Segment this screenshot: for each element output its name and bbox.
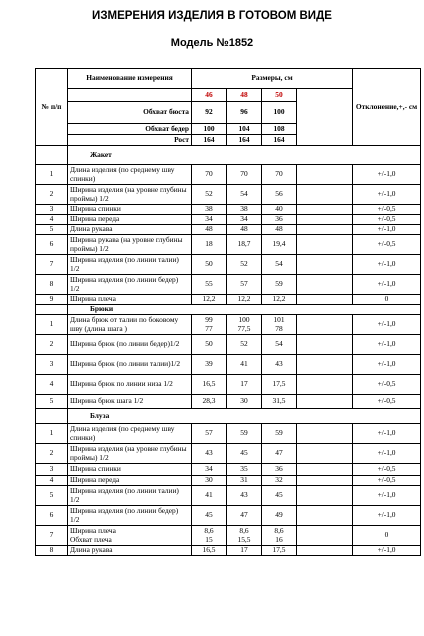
measurement-name: Ширина плеча (68, 295, 192, 305)
measurement-name: Ширина плеча Обхват плеча (68, 526, 192, 546)
hips-label: Обхват бедер (68, 124, 192, 135)
value-46: 99 77 (192, 315, 227, 335)
table-row (36, 464, 421, 476)
row-number: 8 (36, 275, 68, 295)
table-row (36, 546, 421, 556)
row-number: 1 (36, 424, 68, 444)
value-spacer (297, 315, 353, 335)
value-50: 48 (262, 225, 297, 235)
row-number: 8 (36, 546, 68, 556)
measurement-name: Ширина переда (68, 476, 192, 486)
row-number: 2 (36, 444, 68, 464)
bust-label: Обхват бюста (68, 102, 192, 124)
value-46: 8,6 15 (192, 526, 227, 546)
value-46: 39 (192, 355, 227, 375)
value-48: 34 (227, 215, 262, 225)
table-row (36, 335, 421, 355)
value-48: 54 (227, 185, 262, 205)
value-46: 50 (192, 255, 227, 275)
value-spacer (297, 424, 353, 444)
value-48: 35 (227, 464, 262, 476)
table-row (36, 526, 421, 546)
value-48: 38 (227, 205, 262, 215)
measurement-name: Ширина изделия (на уровне глубины проймы) 1/2 (68, 185, 192, 205)
table-row (36, 255, 421, 275)
value-48: 31 (227, 476, 262, 486)
deviation: +/-1,0 (353, 275, 421, 295)
bust-48: 96 (227, 102, 262, 124)
value-spacer (297, 225, 353, 235)
measurement-name: Ширина изделия (по линии талии) 1/2 (68, 486, 192, 506)
value-spacer (297, 375, 353, 395)
value-48: 41 (227, 355, 262, 375)
table-row (36, 315, 421, 335)
measurement-name: Ширина изделия (на уровне глубины проймы) 1/2 (68, 444, 192, 464)
row-number: 2 (36, 335, 68, 355)
bust-46: 92 (192, 102, 227, 124)
value-48: 45 (227, 444, 262, 464)
value-spacer (297, 444, 353, 464)
row-number: 4 (36, 375, 68, 395)
section-spacer (36, 146, 68, 165)
section-spacer (36, 409, 68, 424)
deviation: +/-0,5 (353, 215, 421, 225)
table-row (36, 486, 421, 506)
value-48: 59 (227, 424, 262, 444)
value-50: 101 78 (262, 315, 297, 335)
table-row (36, 375, 421, 395)
deviation: +/-1,0 (353, 506, 421, 526)
measurement-name: Ширина брюк (по линии талии)1/2 (68, 355, 192, 375)
measurement-name: Ширина рукава (на уровне глубины проймы) 1/2 (68, 235, 192, 255)
model-title: Модель №1852 (170, 37, 254, 49)
hips-50: 108 (262, 124, 297, 135)
deviation: +/-1,0 (353, 165, 421, 185)
deviation: +/-1,0 (353, 424, 421, 444)
row-number: 2 (36, 185, 68, 205)
value-48: 70 (227, 165, 262, 185)
value-46: 38 (192, 205, 227, 215)
value-spacer (297, 546, 353, 556)
value-50: 17,5 (262, 546, 297, 556)
row-number: 7 (36, 255, 68, 275)
value-48: 17 (227, 546, 262, 556)
value-spacer (297, 295, 353, 305)
value-spacer (297, 464, 353, 476)
deviation: +/-1,0 (353, 315, 421, 335)
value-48: 57 (227, 275, 262, 295)
value-48: 43 (227, 486, 262, 506)
value-spacer (297, 506, 353, 526)
value-50: 32 (262, 476, 297, 486)
value-50: 45 (262, 486, 297, 506)
measurement-name: Ширина брюк (по линии бедер)1/2 (68, 335, 192, 355)
value-spacer (297, 486, 353, 506)
measurement-name: Длина рукава (68, 225, 192, 235)
row-number: 4 (36, 215, 68, 225)
section-title: Жакет (68, 146, 421, 165)
value-46: 57 (192, 424, 227, 444)
deviation: +/-1,0 (353, 335, 421, 355)
size-46: 46 (192, 89, 227, 102)
value-46: 28,3 (192, 395, 227, 409)
bust-50: 100 (262, 102, 297, 124)
value-48: 8,6 15,5 (227, 526, 262, 546)
value-46: 34 (192, 464, 227, 476)
row-number: 3 (36, 205, 68, 215)
row-number: 1 (36, 315, 68, 335)
value-spacer (297, 165, 353, 185)
value-48: 12,2 (227, 295, 262, 305)
height-50: 164 (262, 135, 297, 146)
deviation: 0 (353, 295, 421, 305)
value-50: 47 (262, 444, 297, 464)
section-title: Брюки (68, 305, 421, 315)
value-50: 49 (262, 506, 297, 526)
measurement-name: Ширина изделия (по линии бедер) 1/2 (68, 275, 192, 295)
table-row (36, 235, 421, 255)
name-header-spacer (68, 89, 192, 102)
measurements-table (35, 68, 421, 556)
value-46: 34 (192, 215, 227, 225)
hips-48: 104 (227, 124, 262, 135)
section-spacer (36, 305, 68, 315)
deviation: +/-1,0 (353, 546, 421, 556)
deviation: +/-0,5 (353, 395, 421, 409)
value-48: 17 (227, 375, 262, 395)
value-50: 54 (262, 335, 297, 355)
value-48: 52 (227, 255, 262, 275)
value-46: 43 (192, 444, 227, 464)
value-50: 70 (262, 165, 297, 185)
height-48: 164 (227, 135, 262, 146)
deviation: +/-0,5 (353, 375, 421, 395)
table-row (36, 225, 421, 235)
table-row (36, 355, 421, 375)
value-50: 43 (262, 355, 297, 375)
value-46: 12,2 (192, 295, 227, 305)
measurement-name: Длина изделия (по среднему шву спинки) (68, 165, 192, 185)
deviation: +/-0,5 (353, 476, 421, 486)
deviation: +/-0,5 (353, 235, 421, 255)
value-spacer (297, 355, 353, 375)
deviation: +/-1,0 (353, 486, 421, 506)
value-50: 56 (262, 185, 297, 205)
measurement-name: Ширина изделия (по линии талии) 1/2 (68, 255, 192, 275)
value-spacer (297, 255, 353, 275)
value-50: 59 (262, 424, 297, 444)
deviation: 0 (353, 526, 421, 546)
value-spacer (297, 215, 353, 225)
value-48: 100 77,5 (227, 315, 262, 335)
sizes-header-spacer (297, 89, 353, 146)
name-header: Наименование измерения (68, 69, 192, 89)
value-spacer (297, 395, 353, 409)
document-title: ИЗМЕРЕНИЯ ИЗДЕЛИЯ В ГОТОВОМ ВИДЕ (92, 10, 332, 22)
row-number: 9 (36, 295, 68, 305)
table-row (36, 424, 421, 444)
value-46: 50 (192, 335, 227, 355)
measurement-name: Ширина брюк шага 1/2 (68, 395, 192, 409)
value-46: 45 (192, 506, 227, 526)
table-row (36, 506, 421, 526)
value-46: 30 (192, 476, 227, 486)
value-46: 16,5 (192, 375, 227, 395)
value-46: 18 (192, 235, 227, 255)
measurement-name: Ширина спинки (68, 205, 192, 215)
value-50: 12,2 (262, 295, 297, 305)
value-50: 8,6 16 (262, 526, 297, 546)
value-48: 47 (227, 506, 262, 526)
value-50: 40 (262, 205, 297, 215)
value-spacer (297, 235, 353, 255)
size-50: 50 (262, 89, 297, 102)
value-46: 48 (192, 225, 227, 235)
table-row (36, 395, 421, 409)
deviation: +/-1,0 (353, 255, 421, 275)
value-spacer (297, 205, 353, 215)
value-48: 52 (227, 335, 262, 355)
measurement-name: Ширина брюк по линии низа 1/2 (68, 375, 192, 395)
row-number: 6 (36, 235, 68, 255)
value-spacer (297, 275, 353, 295)
measurement-name: Ширина переда (68, 215, 192, 225)
row-number: 5 (36, 395, 68, 409)
row-number: 5 (36, 486, 68, 506)
deviation: +/-1,0 (353, 185, 421, 205)
value-spacer (297, 476, 353, 486)
deviation: +/-0,5 (353, 205, 421, 215)
value-50: 59 (262, 275, 297, 295)
table-row (36, 476, 421, 486)
value-50: 54 (262, 255, 297, 275)
value-spacer (297, 185, 353, 205)
row-number: 5 (36, 225, 68, 235)
table-row (36, 205, 421, 215)
row-number: 7 (36, 526, 68, 546)
row-number: 3 (36, 464, 68, 476)
row-number: 3 (36, 355, 68, 375)
hips-46: 100 (192, 124, 227, 135)
size-48: 48 (227, 89, 262, 102)
deviation: +/-0,5 (353, 464, 421, 476)
section-title: Блуза (68, 409, 421, 424)
row-number: 4 (36, 476, 68, 486)
value-46: 52 (192, 185, 227, 205)
sizes-header: Размеры, см (192, 69, 353, 89)
table-body (36, 69, 421, 556)
measurement-name: Длина рукава (68, 546, 192, 556)
measurement-name: Ширина изделия (по линии бедер) 1/2 (68, 506, 192, 526)
value-spacer (297, 526, 353, 546)
value-48: 18,7 (227, 235, 262, 255)
value-50: 19,4 (262, 235, 297, 255)
value-spacer (297, 335, 353, 355)
table-row (36, 295, 421, 305)
value-50: 17,5 (262, 375, 297, 395)
value-50: 31,5 (262, 395, 297, 409)
height-label: Рост (68, 135, 192, 146)
table-row (36, 215, 421, 225)
value-50: 36 (262, 215, 297, 225)
table-row (36, 275, 421, 295)
height-46: 164 (192, 135, 227, 146)
measurement-name: Длина изделия (по среднему шву спинки) (68, 424, 192, 444)
table-row (36, 165, 421, 185)
table-row (36, 444, 421, 464)
measurement-name: Длина брюк от талии по боковому шву (длина шага ) (68, 315, 192, 335)
deviation: +/-1,0 (353, 225, 421, 235)
deviation: +/-1,0 (353, 444, 421, 464)
value-46: 16,5 (192, 546, 227, 556)
value-50: 36 (262, 464, 297, 476)
value-46: 55 (192, 275, 227, 295)
table-row (36, 185, 421, 205)
measurement-name: Ширина спинки (68, 464, 192, 476)
row-number: 1 (36, 165, 68, 185)
row-number: 6 (36, 506, 68, 526)
num-header: № п/п (36, 69, 68, 146)
deviation: +/-1,0 (353, 355, 421, 375)
value-48: 30 (227, 395, 262, 409)
value-46: 70 (192, 165, 227, 185)
deviation-header: Отклонение,+,- см (353, 69, 421, 146)
value-48: 48 (227, 225, 262, 235)
value-46: 41 (192, 486, 227, 506)
